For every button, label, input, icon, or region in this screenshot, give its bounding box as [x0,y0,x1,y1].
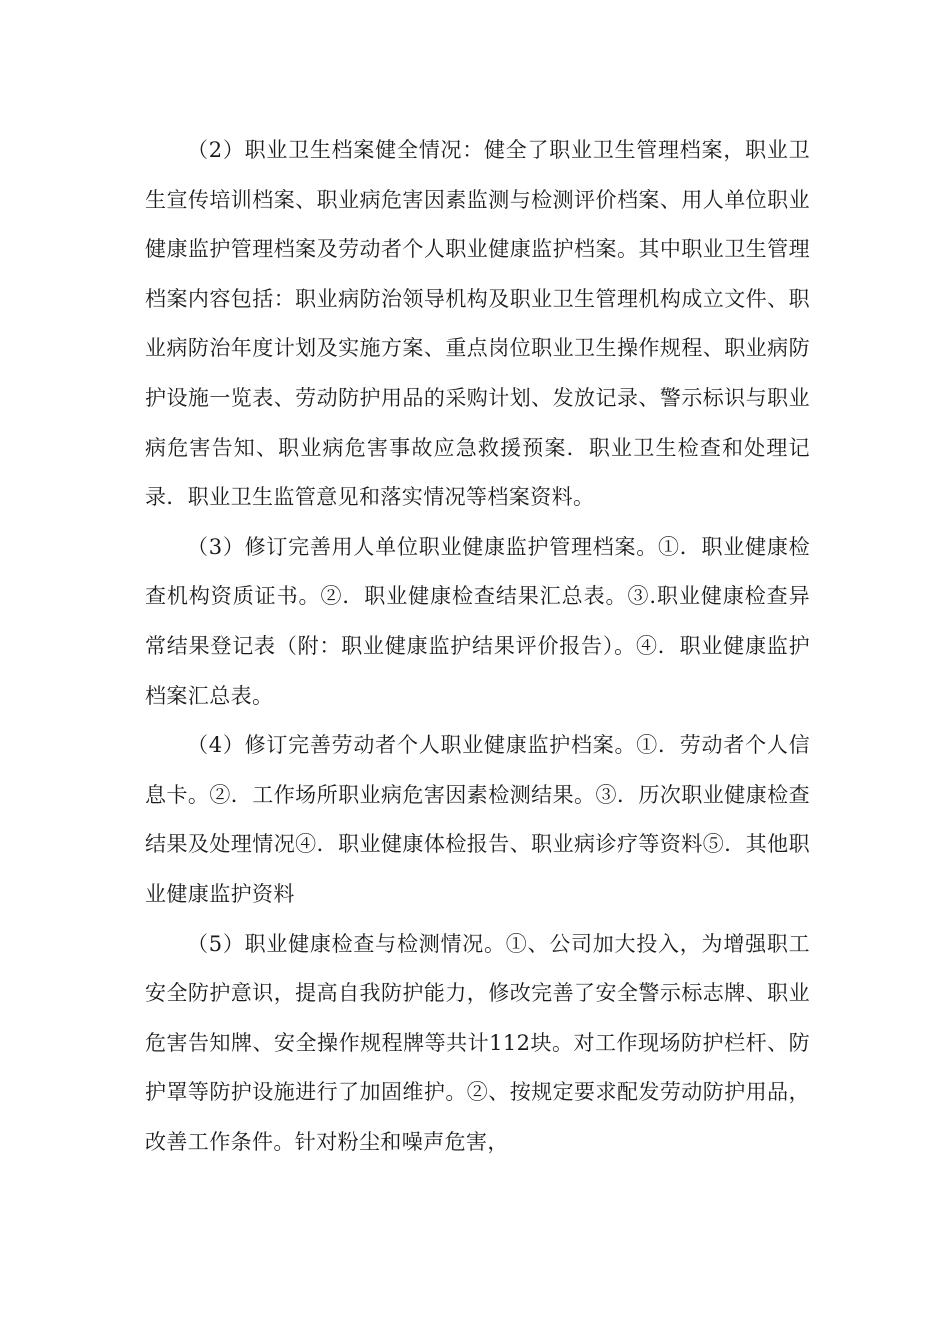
paragraph-health-checks: （5）职业健康检查与检测情况。①、公司加大投入，为增强职工安全防护意识，提高自我防护能力，修改完善了安全警示标志牌、职业危害告知牌、安全操作规程牌等共计112块。对工作现场防护栏杆、防护罩等防护设施进行了加固维护。②、按规定要求配发劳动防护用品，改善工作条件。针对粉尘和噪声危害， [145,931,810,1154]
paragraph-employer-monitoring-archive: （3）修订完善用人单位职业健康监护管理档案。①．职业健康检查机构资质证书。②．职业健康检查结果汇总表。③.职业健康检查异常结果登记表（附：职业健康监护结果评价报告）。④．职业健康监护档案汇总表。 [145,534,810,708]
document-body [145,126,810,1167]
paragraph-worker-monitoring-archive: （4）修订完善劳动者个人职业健康监护档案。①．劳动者个人信息卡。②．工作场所职业病危害因素检测结果。③．历次职业健康检查结果及处理情况④．职业健康体检报告、职业病诊疗等资料⑤．其他职业健康监护资料 [145,733,810,906]
paragraph-archive-status: （2）职业卫生档案健全情况：健全了职业卫生管理档案，职业卫生宣传培训档案、职业病危害因素监测与检测评价档案、用人单位职业健康监护管理档案及劳动者个人职业健康监护档案。其中职业卫生管理档案内容包括：职业病防治领导机构及职业卫生管理机构成立文件、职业病防治年度计划及实施方案、重点岗位职业卫生操作规程、职业病防护设施一览表、劳动防护用品的采购计划、发放记录、警示标识与职业病危害告知、职业病危害事故应急救援预案．职业卫生检查和处理记录．职业卫生监管意见和落实情况等档案资料。 [145,138,810,510]
